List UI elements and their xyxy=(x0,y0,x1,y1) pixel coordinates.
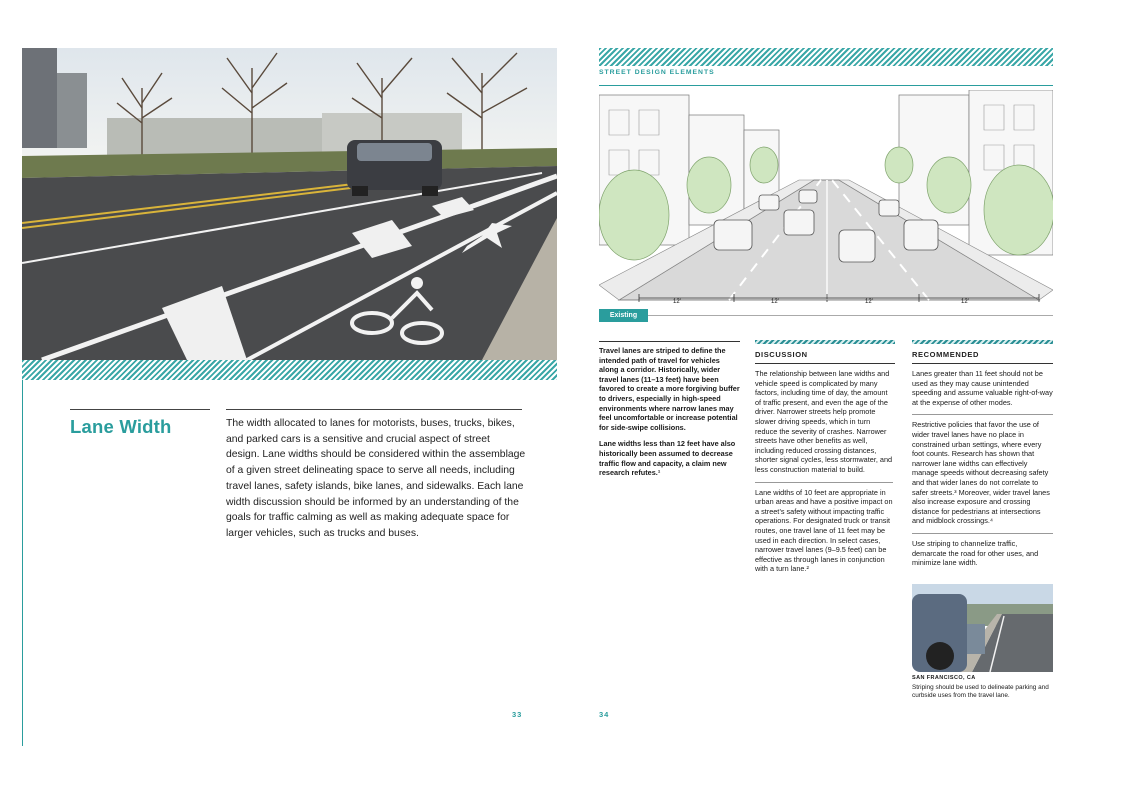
lane-dimension-2: 12' xyxy=(771,299,779,305)
discussion-rule xyxy=(755,363,895,364)
page-number-right: 34 xyxy=(599,710,610,719)
photo-hatch-band xyxy=(22,360,557,380)
lane-dimension-3: 12' xyxy=(865,299,873,305)
bike-lane-street-photo xyxy=(22,48,557,360)
page-number-left: 33 xyxy=(512,710,523,719)
photo-caption: Striping should be used to delineate parking and curbside uses from the travel lane. xyxy=(912,684,1049,699)
lead-paragraph-1: Travel lanes are striped to define the intended path of travel for vehicles along a corridor. Historically, wider travel lanes (11–13 feet) have been favored to create a more forgiving buffer to drivers, especially in high-speed environments where narrow lanes may feel uncomfortable or increase potential for side-swipe collisions. xyxy=(599,346,740,432)
title-rule xyxy=(70,409,210,410)
header-hatch-band xyxy=(599,48,1053,66)
lane-dimension-4: 12' xyxy=(961,299,969,305)
section-label: STREET DESIGN ELEMENTS xyxy=(599,69,715,76)
discussion-hatch xyxy=(755,340,895,344)
recommended-rule xyxy=(912,363,1053,364)
photo-location: SAN FRANCISCO, CA xyxy=(912,675,976,681)
intro-rule xyxy=(226,409,522,410)
recommended-hatch xyxy=(912,340,1053,344)
recommended-paragraph-3: Use striping to channelize traffic, demarcate the road for other uses, and minimize lane width. xyxy=(912,538,1039,568)
recommended-column xyxy=(912,369,1053,575)
diagram-bottom-rule xyxy=(648,315,1053,316)
discussion-divider xyxy=(755,482,893,483)
recommended-paragraph-1: Lanes greater than 11 feet should not be used as they may cause unintended speeding and assume valuable right-of-way at the expense of other modes. xyxy=(912,369,1053,407)
discussion-paragraph-2: Lane widths of 10 feet are appropriate in urban areas and have a positive impact on a street’s safety without impacting traffic operations. For designated truck or transit routes, one travel lane of 11 feet may be used in each direction. In select cases, narrower travel lanes (9–9.5 feet) can be effective as through lanes in conjunction with a turn lane.² xyxy=(755,487,893,574)
recommended-heading: RECOMMENDED xyxy=(912,350,980,359)
intro-paragraph: The width allocated to lanes for motorists, buses, trucks, bikes, and parked cars is a sensitive and crucial aspect of street design. Lane widths should be considered within the assemblage of a given street delineating space to serve all needs, including travel lanes, safety islands, bike lanes, and sidewalks. Each lane width discussion should be informed by an understanding of the goals for traffic calming as well as making adequate space for larger vehicles, such as trucks and buses. xyxy=(226,418,526,539)
recommended-divider-1 xyxy=(912,414,1053,415)
discussion-heading: DISCUSSION xyxy=(755,350,808,359)
san-francisco-photo xyxy=(912,584,1053,672)
street-cross-section-diagram xyxy=(599,90,1053,310)
lead-rule xyxy=(599,341,740,342)
discussion-column xyxy=(755,369,893,581)
section-rule xyxy=(599,85,1053,86)
lead-paragraph-2: Lane widths less than 12 feet have also historically been assumed to decrease traffic flow and capacity, a claim new research refutes.¹ xyxy=(599,439,736,478)
discussion-paragraph-1: The relationship between lane widths and vehicle speed is complicated by many factors, including time of day, the amount of traffic present, and even the age of the driver. Narrower streets help promote slower driving speeds, which in turn reduce the severity of crashes. Narrower streets have other benefits as well, including reduced crossing distances, shorter signal cycles, less stormwater, and less construction material to build. xyxy=(755,369,893,474)
page-title: Lane Width xyxy=(70,416,172,437)
recommended-paragraph-2: Restrictive policies that favor the use of wider travel lanes have no place in constrained urban settings, where every foot counts. Research has shown that narrower lane widths can effectively manage speeds without decreasing safety and that wider lanes do not correlate to safer streets.³ Moreover, wider travel lanes also increase exposure and crossing distance for pedestrians at intersections and midblock crossings.⁴ xyxy=(912,420,1050,526)
lead-column xyxy=(599,346,741,485)
existing-badge: Existing xyxy=(599,309,648,322)
lane-dimension-1: 12' xyxy=(673,299,681,305)
recommended-divider-2 xyxy=(912,533,1053,534)
